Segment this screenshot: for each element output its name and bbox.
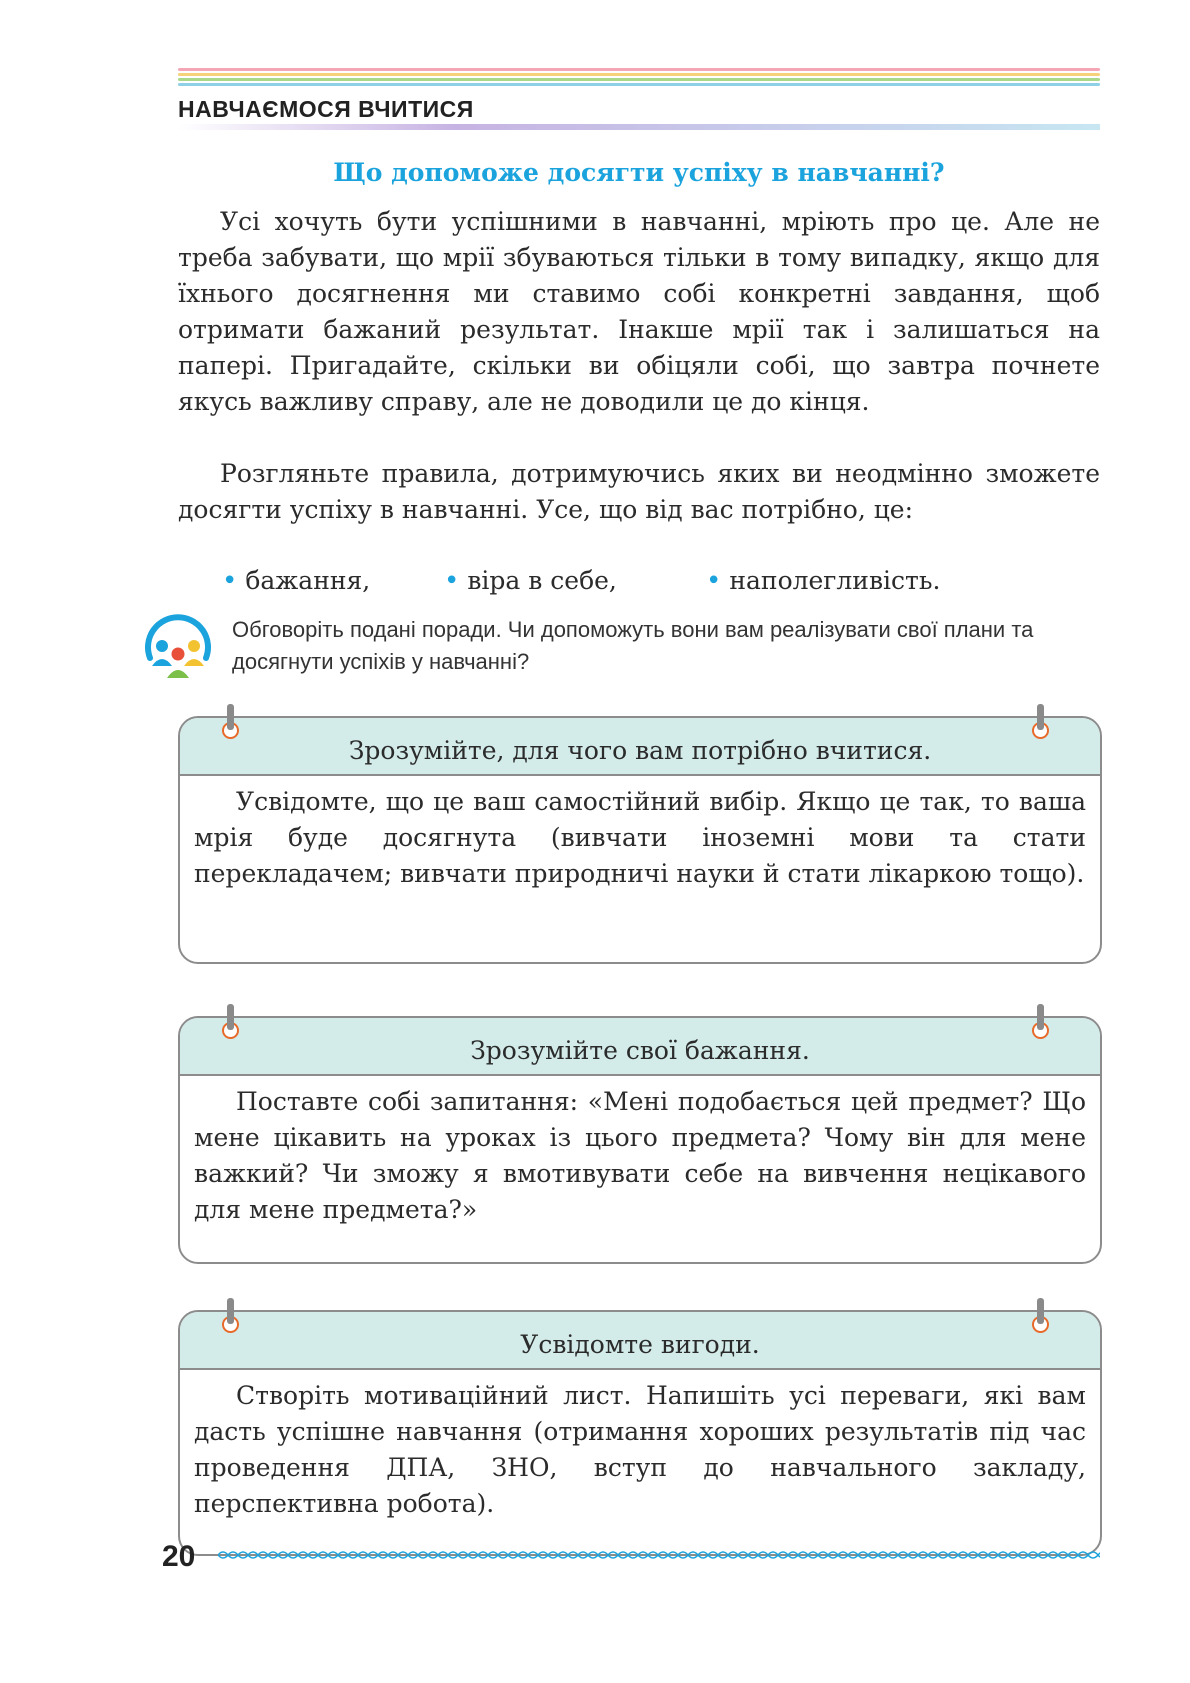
discussion-prompt: Обговоріть подані поради. Чи допоможуть вони вам реалізувати свої плани та досягнути успіхів у навчанні? [232,617,1034,674]
binder-ring-icon [1030,1004,1050,1038]
list-item: • віра в себе, [444,566,617,596]
binder-ring-icon [1030,704,1050,738]
tip-card-title: Усвідомте вигоди. [180,1312,1100,1370]
tip-card-body: Поставте собі запитання: «Мені подобається цей предмет? Що мене цікавить на уроках із цього предмета? Чому він для мене важкий? Чи зможу я вмотивувати себе на вивчення нецікавого для мене предмета?» [194,1087,1086,1224]
bullet-dot-icon: • [222,566,238,596]
binder-ring-icon [220,1004,240,1038]
rules-paragraph: Розгляньте правила, дотримуючись яких ви неодмінно зможете досягти успіху в навчанні. Усе, що від вас потрібно, це: [178,459,1100,524]
page-number: 20 [162,1540,196,1573]
binder-ring-icon [220,704,240,738]
group-discussion-icon [140,608,216,684]
footer-wave-border [218,1548,1100,1562]
binder-ring-icon [220,1298,240,1332]
intro-paragraph: Усі хочуть бути успішними в навчанні, мріють про це. Але не треба забувати, що мрії збуваються тільки в тому випадку, якщо для їхнього досягнення ми ставимо собі конкретні завдання, щоб отримати бажаний результат. Інакше мрії так і залишаться на папері. Пригадайте, скільки ви обіцяли собі, що завтра почнете якусь важливу справу, але не доводили це до кінця. [178,207,1100,416]
list-item: • бажання, [222,566,371,596]
bullet-dot-icon: • [444,566,460,596]
section-label: НАВЧАЄМОСЯ ВЧИТИСЯ [178,96,474,122]
tip-card-title: Зрозумійте, для чого вам потрібно вчитися. [180,718,1100,776]
bullet-dot-icon: • [706,566,722,596]
list-item: • наполегливість. [706,566,941,596]
tip-card-body: Усвідомте, що це ваш самостійний вибір. Якщо це так, то ваша мрія буде досягнута (вивчати іноземні мови та стати перекладачем; вивчати природничі науки й стати лікаркою тощо). [194,787,1086,888]
tip-card-title: Зрозумійте свої бажання. [180,1018,1100,1076]
tip-card-body: Створіть мотиваційний лист. Напишіть усі переваги, які вам дасть успішне навчання (отримання хороших результатів під час проведення ДПА, ЗНО, вступ до навчального закладу, перспективна робота). [194,1381,1086,1518]
header-underline [178,124,1100,130]
bullet-list [222,566,1002,602]
header-rainbow-stripes [178,68,1100,94]
page-title: Що допоможе досягти успіху в навчанні? [333,158,945,187]
binder-ring-icon [1030,1298,1050,1332]
